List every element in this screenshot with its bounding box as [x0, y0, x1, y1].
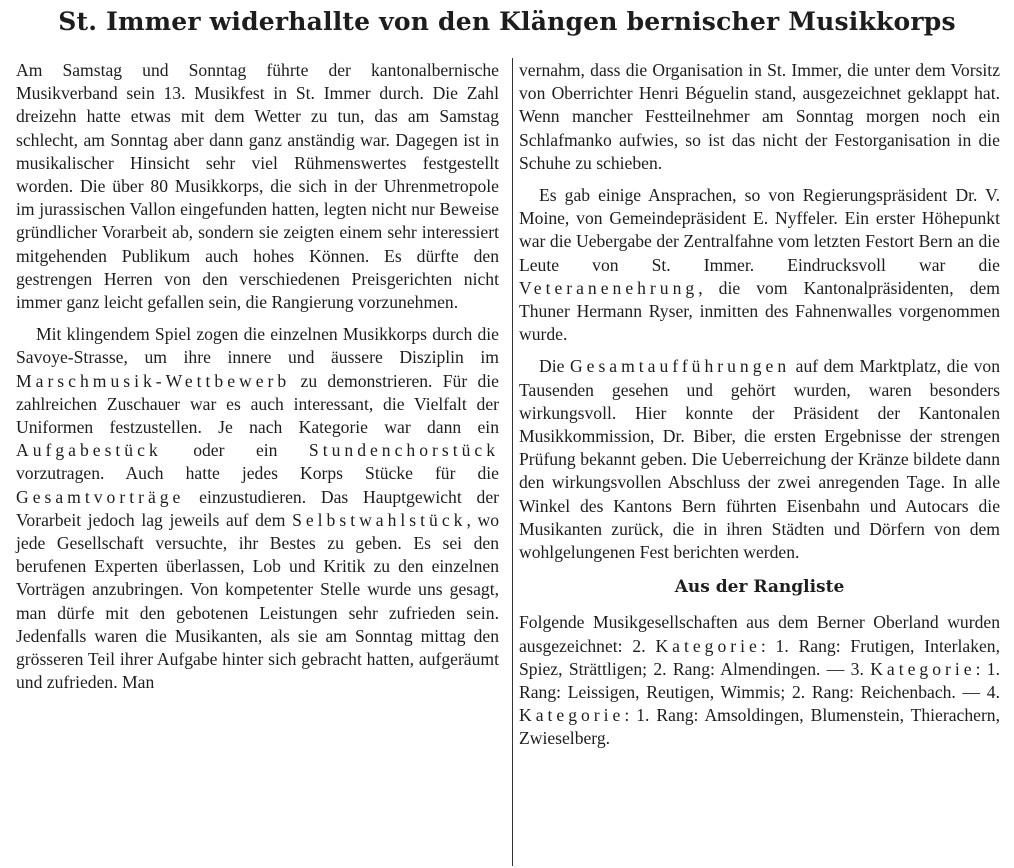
column-divider — [512, 58, 513, 866]
spaced-term-gesamtvortraege: Gesamtvorträge — [16, 486, 185, 507]
spaced-term-veteranenehrung: Veteranenehrung — [519, 277, 699, 298]
text-segment: zu demonstrieren. Für die zahlreichen Zuschauer war es auch interessant, die Vielfalt der Uniformen festzustellen. Je nach Kategorie war dann ein — [16, 370, 499, 438]
text-segment: vorzutragen. Auch hatte jedes Korps Stücke für die — [16, 463, 499, 484]
right-column — [519, 59, 1000, 760]
spaced-term-kategorie: Kategorie — [655, 635, 761, 656]
text-segment: , wo jede Gesellschaft versuchte, ihr Bestes zu geben. Es sei den berufenen Experten überlassen, Lob und Kritik zu den einzelnen Vorträgen anzubringen. Von kompetenter Stelle wurde uns gesagt, man dürfe mit den gebotenen Leistungen sehr zufrieden sein. Jedenfalls waren die Musikanten, als sie am Sonntag mittag den grösseren Teil ihrer Aufgabe hinter sich gebracht hatten, aufgeräumt und zufrieden. Man — [16, 509, 499, 693]
spaced-term-kategorie: Kategorie — [519, 705, 625, 726]
section-subheading: Aus der Rangliste — [674, 577, 845, 598]
text-segment: oder ein — [161, 440, 309, 461]
text-segment: Die — [539, 356, 570, 377]
text-segment: : 1. Rang: Leissigen, Reutigen, Wimmis; 2. Rang: Reichenbach. — 4. — [519, 658, 1000, 703]
text-segment: auf dem Marktplatz, die von Tausenden gesehen und gehört wurden, waren besonders wirkungsvoll. Hier konnte der Präsident der Kantonalen Musikkommission, Dr. Biber, die ersten Ergebnisse der strengen Prüfung bekannt geben. Die Ueberreichung der Kränze bildete dann den wirkungsvollen Abschluss der zwei anregenden Tage. In alle Winkel des Kantons Bern führten Eisenbahn und Autocars die Musikanten zurück, die in ihren Städten und Dörfern von dem wohlgelungenen Fest berichten werden. — [519, 356, 1000, 563]
spaced-term-marschmusik: Marschmusik-Wettbewerb — [16, 370, 291, 391]
text-segment: : 1. Rang: Amsoldingen, Blumenstein, Thierachern, Zwieselberg. — [519, 705, 1000, 749]
paragraph-parade — [16, 323, 499, 694]
paragraph-intro: Am Samstag und Sonntag führte der kantonalbernische Musikverband sein 13. Musikfest in St. Immer durch. Die Zahl dreizehn hatte etwas mit dem Wetter zu tun, das am Samstag schlecht, am Sonntag aber dann ganz anständig war. Dagegen ist in musikalischer Hinsicht sehr viel Rühmenswertes festgestellt worden. Die über 80 Musikkorps, die sich in der Uhrenmetropole im jurassischen Vallon eingefunden hatten, legten nicht nur Beweise gründlicher Vorarbeit ab, sondern sie zeigten einem sehr interessiert mitgehenden Publikum auch hohes Können. Es dürfte den gestrengen Herren von den verschiedenen Preisgerichten nicht immer ganz leicht gefallen sein, die Rangierung vorzunehmen. — [16, 60, 499, 313]
text-segment: , die vom Kantonalpräsidenten, dem Thuner Hermann Ryser, inmitten des Fahnenwalles vorgenommen wurde. — [519, 277, 1000, 345]
spaced-term-selbstwahlstueck: Selbstwahlstück — [292, 509, 467, 530]
article-headline: St. Immer widerhallte von den Klängen bernischer Musikkorps — [58, 7, 956, 36]
spaced-term-aufgabestueck: Aufgabestück — [16, 440, 162, 461]
text-segment: einzustudieren. Das Hauptgewicht der Vorarbeit jedoch lag jeweils auf dem — [16, 486, 499, 530]
left-column — [16, 59, 499, 703]
spaced-term-gesamtauffuehrungen: Gesamtaufführungen — [569, 356, 791, 377]
text-segment: Mit klingendem Spiel zogen die einzelnen Musikkorps durch die Savoye-Strasse, um ihre innere und äussere Disziplin im — [16, 324, 499, 368]
spaced-term-stundenchorstueck: Stundenchorstück — [308, 440, 499, 461]
text-segment: Es gab einige Ansprachen, so von Regierungspräsident Dr. V. Moine, von Gemeindepräsident E. Nyffeler. Ein erster Höhepunkt war die Uebergabe der Zentralfahne vom letzten Festort Bern an die Leute von St. Immer. Eindrucksvoll war die — [519, 185, 1000, 275]
text-segment: Folgende Musikgesellschaften aus dem Berner Oberland wurden ausgezeichnet: 2. — [519, 612, 1000, 656]
paragraph-performances — [519, 355, 1000, 564]
spaced-term-kategorie: Kategorie — [870, 658, 976, 679]
text-segment: : 1. Rang: Frutigen, Interlaken, Spiez, Strättligen; 2. Rang: Almendingen. — 3. — [519, 635, 1001, 679]
paragraph-speeches — [519, 184, 1000, 346]
paragraph-rankings — [519, 611, 1000, 750]
paragraph-organisation: vernahm, dass die Organisation in St. Immer, die unter dem Vorsitz von Oberrichter Henri Béguelin stand, ausgezeichnet geklappt hat. Wenn mancher Festteilnehmer am Sonntag morgen noch ein Schlafmanko aufwies, so ist das nicht der Festorganisation in die Schuhe zu schieben. — [519, 60, 1000, 173]
